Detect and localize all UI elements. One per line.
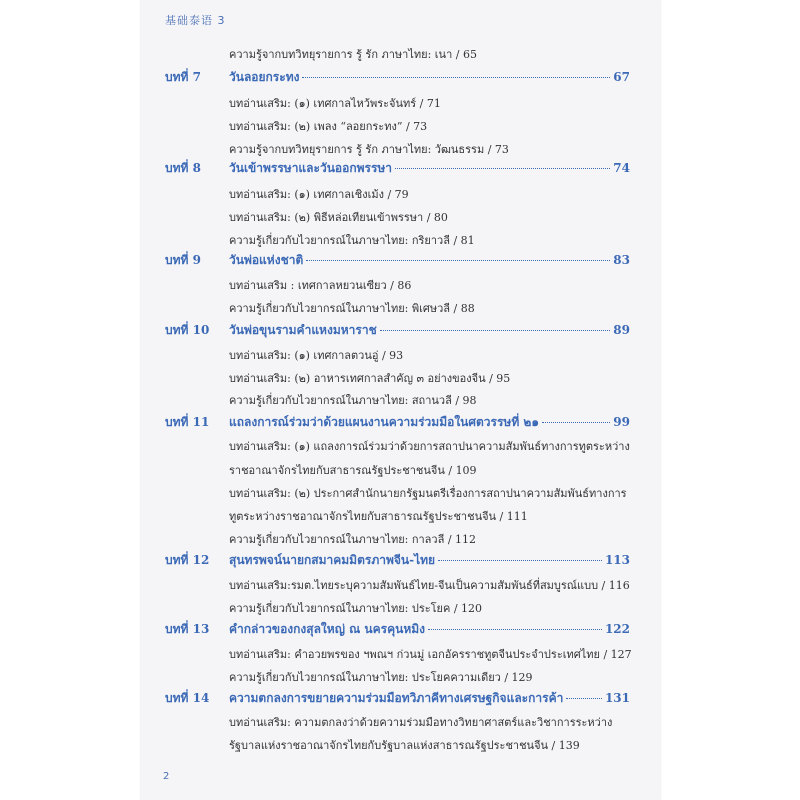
- toc-entry: บทอ่านเสริม: (๒) พิธีหล่อเทียนเข้าพรรษา / 80: [229, 211, 448, 224]
- dot-leader: [428, 629, 602, 630]
- chapter-number: บทที่ 12: [165, 553, 210, 567]
- toc-entry: บทอ่านเสริม: ความตกลงว่าด้วยความร่วมมือทางวิทยาศาสตร์และวิชาการระหว่าง: [229, 716, 613, 729]
- chapter-page: 131: [604, 691, 630, 705]
- chapter-number: บทที่ 14: [165, 691, 210, 705]
- toc-entry: ความรู้เกี่ยวกับไวยากรณ์ในภาษาไทย: ประโยคความเดียว / 129: [229, 671, 533, 684]
- chapter-number: บทที่ 10: [165, 323, 210, 337]
- chapter-heading-7: [165, 68, 630, 87]
- toc-entry: บทอ่านเสริม: (๒) อาหารเทศกาลสำคัญ ๓ อย่างของจีน / 95: [229, 372, 511, 385]
- toc-entry: บทอ่านเสริม: (๑) เทศกาลตวนอู่ / 93: [229, 349, 404, 362]
- toc-entry: ความรู้จากบทวิทยุรายการ รู้ รัก ภาษาไทย: เนา / 65: [229, 48, 477, 61]
- chapter-title: คำกล่าวของกงสุลใหญ่ ณ นครคุนหมิง: [229, 622, 426, 636]
- toc-entry: ความรู้เกี่ยวกับไวยากรณ์ในภาษาไทย: ประโยค / 120: [229, 602, 483, 615]
- chapter-title: ความตกลงการขยายความร่วมมือทวิภาคีทางเศรษฐกิจและการค้า: [229, 691, 564, 705]
- running-head: 基础泰语 3: [165, 14, 226, 27]
- toc-entry: ความรู้เกี่ยวกับไวยากรณ์ในภาษาไทย: กาลวลี / 112: [229, 533, 477, 546]
- toc-entry: บทอ่านเสริม: (๒) เพลง “ลอยกระทง” / 73: [229, 120, 428, 133]
- chapter-heading-9: [165, 251, 630, 270]
- dot-leader: [438, 560, 602, 561]
- chapter-title: แถลงการณ์ร่วมว่าด้วยแผนงานความร่วมมือในศตวรรษที่ ๒๑: [229, 415, 539, 429]
- chapter-heading-10: [165, 321, 630, 340]
- toc-entry: บทอ่านเสริม: (๑) แถลงการณ์ร่วมว่าด้วยการสถาปนาความสัมพันธ์ทางการทูตระหว่าง: [229, 440, 630, 453]
- chapter-title: สุนทรพจน์นายกสมาคมมิตรภาพจีน-ไทย: [229, 553, 436, 567]
- chapter-page: 89: [613, 323, 630, 337]
- toc-entry: ความรู้เกี่ยวกับไวยากรณ์ในภาษาไทย: กริยาวลี / 81: [229, 234, 475, 247]
- dot-leader: [380, 330, 611, 331]
- chapter-heading-12: [165, 551, 630, 570]
- toc-entry-continuation: ราชอาณาจักรไทยกับสาธารณรัฐประชาชนจีน / 109: [229, 464, 477, 477]
- chapter-page: 99: [613, 415, 630, 429]
- toc-entry: บทอ่านเสริม:รมต.ไทยระบุความสัมพันธ์ไทย-จีนเป็นความสัมพันธ์ที่สมบูรณ์แบบ / 116: [229, 579, 630, 592]
- dot-leader: [395, 168, 610, 169]
- toc-entry: ความรู้จากบทวิทยุรายการ รู้ รัก ภาษาไทย: วัฒนธรรม / 73: [229, 143, 509, 156]
- chapter-number: บทที่ 13: [165, 622, 210, 636]
- toc-entry: ความรู้เกี่ยวกับไวยากรณ์ในภาษาไทย: พิเศษวลี / 88: [229, 302, 475, 315]
- toc-entry: บทอ่านเสริม: (๒) ประกาศสำนักนายกรัฐมนตรีเรื่องการสถาปนาความสัมพันธ์ทางการ: [229, 487, 627, 500]
- chapter-title: วันพ่อแห่งชาติ: [229, 253, 304, 267]
- dot-leader: [566, 698, 602, 699]
- dot-leader: [302, 77, 610, 78]
- chapter-number: บทที่ 11: [165, 415, 210, 429]
- toc-entry: บทอ่านเสริม: คำอวยพรของ ฯพณฯ ก่วนมู่ เอกอัครราชทูตจีนประจำประเทศไทย / 127: [229, 648, 632, 661]
- chapter-heading-14: [165, 689, 630, 708]
- chapter-heading-11: [165, 413, 630, 432]
- chapter-page: 74: [613, 161, 630, 175]
- chapter-number: บทที่ 9: [165, 253, 201, 267]
- toc-entry: บทอ่านเสริม: (๑) เทศกาลไหว้พระจันทร์ / 71: [229, 97, 441, 110]
- chapter-heading-8: [165, 159, 630, 178]
- toc-entry-continuation: ทูตระหว่างราชอาณาจักรไทยกับสาธารณรัฐประชาชนจีน / 111: [229, 510, 528, 523]
- chapter-number: บทที่ 8: [165, 161, 201, 175]
- dot-leader: [542, 422, 610, 423]
- chapter-title: วันพ่อขุนรามคำแหงมหาราช: [229, 323, 377, 337]
- dot-leader: [306, 260, 610, 261]
- toc-entry: ความรู้เกี่ยวกับไวยากรณ์ในภาษาไทย: สถานวลี / 98: [229, 394, 477, 407]
- toc-entry: บทอ่านเสริม: (๑) เทศกาลเชิงเม้ง / 79: [229, 188, 409, 201]
- chapter-number: บทที่ 7: [165, 70, 201, 84]
- toc-entry-continuation: รัฐบาลแห่งราชอาณาจักรไทยกับรัฐบาลแห่งสาธารณรัฐประชาชนจีน / 139: [229, 739, 580, 752]
- chapter-title: วันลอยกระทง: [229, 70, 300, 84]
- chapter-page: 83: [613, 253, 630, 267]
- chapter-page: 113: [604, 553, 630, 567]
- toc-entry: บทอ่านเสริม : เทศกาลหยวนเซียว / 86: [229, 279, 412, 292]
- chapter-page: 122: [604, 622, 630, 636]
- chapter-heading-13: [165, 620, 630, 639]
- page-number: 2: [163, 771, 170, 782]
- chapter-page: 67: [613, 70, 630, 84]
- chapter-title: วันเข้าพรรษาและวันออกพรรษา: [229, 161, 393, 175]
